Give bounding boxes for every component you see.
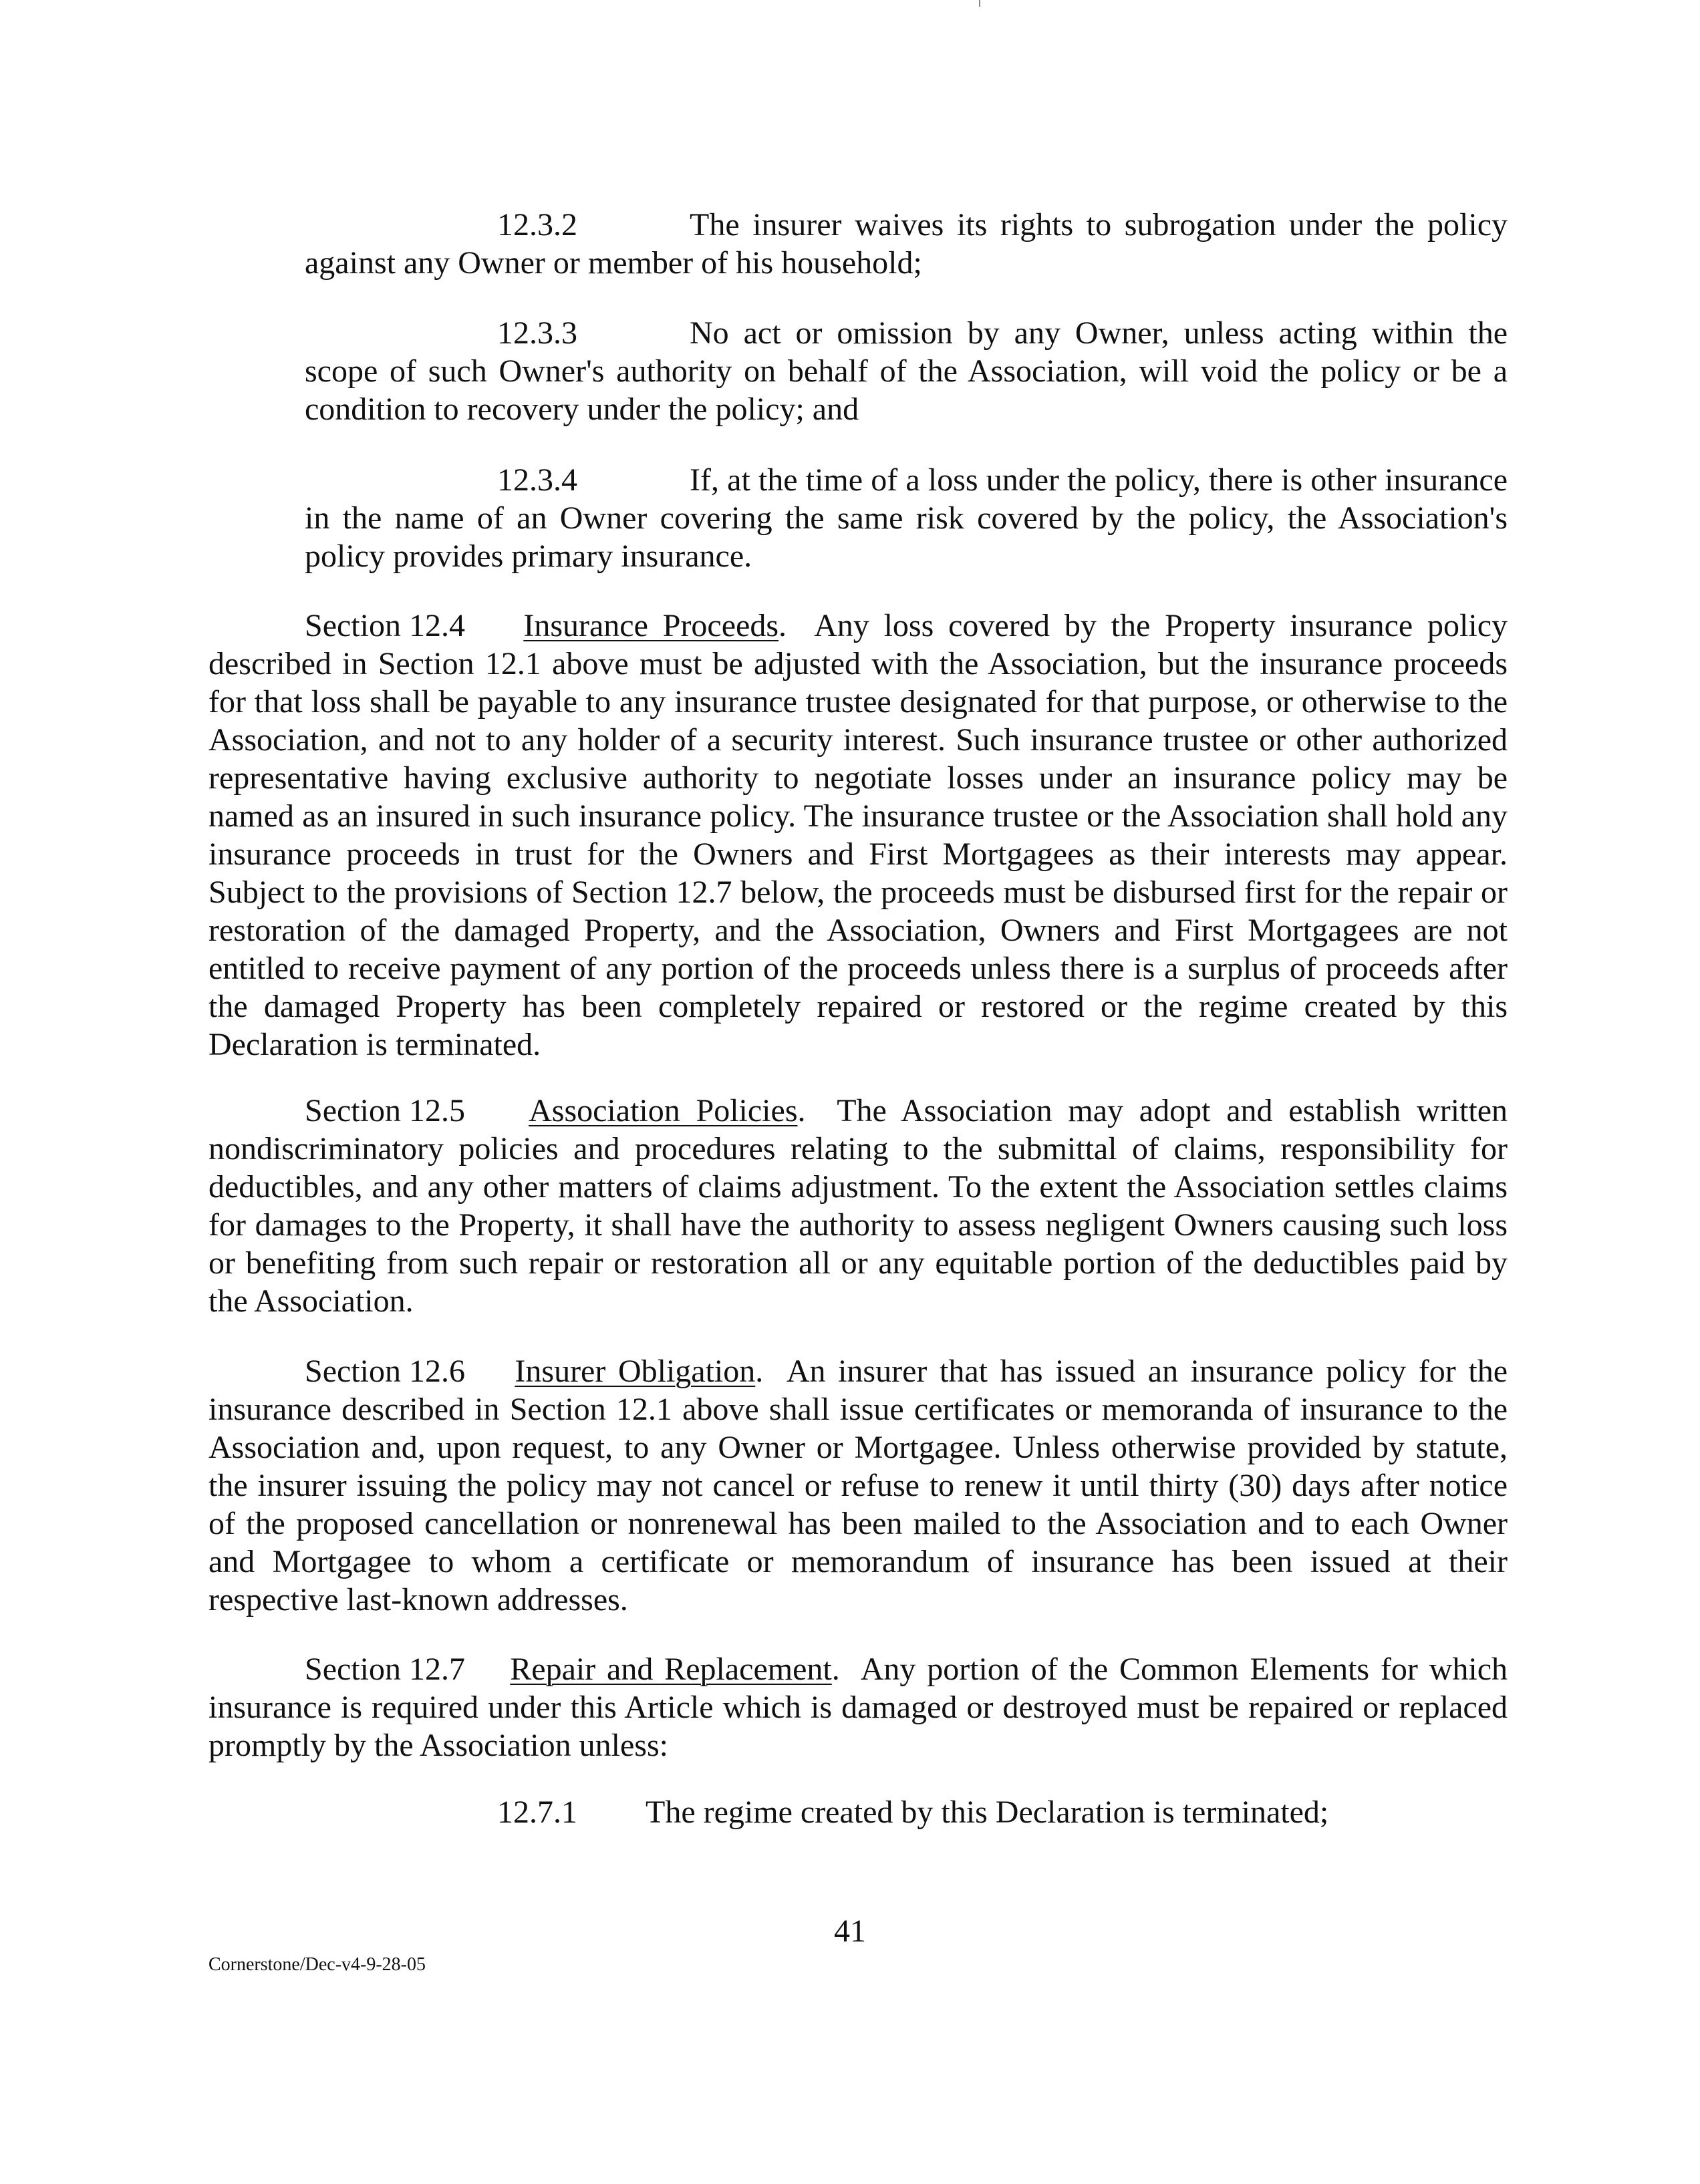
paragraph-12-3-2 xyxy=(305,206,1508,282)
section-text: Any loss covered by the Property insurance policy described in Section 12.1 above must be adjusted with the Association, but the insurance proceeds for that loss shall be payable to any insurance trustee designated for that purpose, or otherwise to the Association, and not to any holder of a security interest. Such insurance trustee or other authorized representative having exclusive authority to negotiate losses under an insurance policy may be named as an insured in such insurance policy. The insurance trustee or the Association shall hold any insurance proceeds in trust for the Owners and First Mortgagees as their interests may appear. Subject to the provisions of Section 12.7 below, the proceeds must be disbursed first for the repair or restoration of the damaged Property, and the Association, Owners and First Mortgagees are not entitled to receive payment of any portion of the proceeds unless there is a surplus of proceeds after the damaged Property has been completely repaired or restored or the regime created by this Declaration is terminated. xyxy=(208,608,1508,1062)
section-text: The Association may adopt and establish written nondiscriminatory policies and procedures relating to the submittal of claims, responsibility for deductibles, and any other matters of claims adjustment. To the extent the Association settles claims for damages to the Property, it shall have the authority to assess negligent Owners causing such loss or benefiting from such repair or restoration all or any equitable portion of the deductibles paid by the Association. xyxy=(208,1093,1508,1319)
paragraph-12-3-3 xyxy=(305,314,1508,428)
section-heading: Insurer Obligation xyxy=(515,1354,756,1389)
section-12-6: Section 12.6 Insurer Obligation. An insurer that has issued an insurance policy for the insurance described in Section 12.1 above shall issue certificates or memoranda of insurance to the Association and, upon request, to any Owner or Mortgagee. Unless otherwise provided by statute, the insurer issuing the policy may not cancel or refuse to renew it until thirty (30) days after notice of the proposed cancellation or nonrenewal has been mailed to the Association and to each Owner and Mortgagee to whom a certificate or memorandum of insurance has been issued at their respective last-known addresses. xyxy=(208,1354,1508,1617)
section-heading: Insurance Proceeds xyxy=(523,608,779,643)
paragraph-number: 12.3.2 xyxy=(497,207,577,243)
paragraph-text: The regime created by this Declaration is terminated; xyxy=(646,1795,1329,1830)
section-12-4: Section 12.4 Insurance Proceeds. Any loss covered by the Property insurance policy described in Section 12.1 above must be adjusted with the Association, but the insurance proceeds for that loss shall be payable to any insurance trustee designated for that purpose, or otherwise to the Association, and not to any holder of a security interest. Such insurance trustee or other authorized representative having exclusive authority to negotiate losses under an insurance policy may be named as an insured in such insurance policy. The insurance trustee or the Association shall hold any insurance proceeds in trust for the Owners and First Mortgagees as their interests may appear. Subject to the provisions of Section 12.7 below, the proceeds must be disbursed first for the repair or restoration of the damaged Property, and the Association, Owners and First Mortgagees are not entitled to receive payment of any portion of the proceeds unless there is a surplus of proceeds after the damaged Property has been completely repaired or restored or the regime created by this Declaration is terminated. xyxy=(208,608,1508,1062)
section-text: An insurer that has issued an insurance policy for the insurance described in Section 12.1 above shall issue certificates or memoranda of insurance to the Association and, upon request, to any Owner or Mortgagee. Unless otherwise provided by statute, the insurer issuing the policy may not cancel or refuse to renew it until thirty (30) days after notice of the proposed cancellation or nonrenewal has been mailed to the Association and to each Owner and Mortgagee to whom a certificate or memorandum of insurance has been issued at their respective last-known addresses. xyxy=(208,1354,1508,1617)
section-label: Section 12.5 xyxy=(305,1093,465,1128)
section-label: Section 12.4 xyxy=(305,608,465,643)
paragraph-text: The insurer waives its rights to subrogation under the policy against any Owner or member of his household; xyxy=(305,207,1508,281)
section-label: Section 12.6 xyxy=(305,1354,465,1389)
paragraph-number: 12.3.3 xyxy=(497,315,577,351)
paragraph-number: 12.7.1 xyxy=(497,1795,577,1830)
paragraph-12-3-4 xyxy=(305,461,1508,575)
scan-mark xyxy=(979,0,980,7)
section-label: Section 12.7 xyxy=(305,1652,465,1687)
page-number: 41 xyxy=(834,1913,866,1949)
section-text: Any portion of the Common Elements for which insurance is required under this Article which is damaged or destroyed must be repaired or replaced promptly by the Association unless: xyxy=(208,1652,1508,1763)
section-heading: Association Policies xyxy=(529,1093,798,1128)
paragraph-text: If, at the time of a loss under the policy, there is other insurance in the name of an Owner covering the same risk covered by the policy, the Association's policy provides primary insurance. xyxy=(305,462,1508,574)
paragraph-number: 12.3.4 xyxy=(497,462,577,498)
section-12-7: Section 12.7 Repair and Replacement. Any portion of the Common Elements for which insurance is required under this Article which is damaged or destroyed must be repaired or replaced promptly by the Association unless: xyxy=(208,1652,1508,1763)
footer-document-id: Cornerstone/Dec-v4-9-28-05 xyxy=(208,1954,426,1975)
section-12-5: Section 12.5 Association Policies. The Association may adopt and establish written nondiscriminatory policies and procedures relating to the submittal of claims, responsibility for deductibles, and any other matters of claims adjustment. To the extent the Association settles claims for damages to the Property, it shall have the authority to assess negligent Owners causing such loss or benefiting from such repair or restoration all or any equitable portion of the deductibles paid by the Association. xyxy=(208,1093,1508,1319)
paragraph-text: No act or omission by any Owner, unless acting within the scope of such Owner's authority on behalf of the Association, will void the policy or be a condition to recovery under the policy; and xyxy=(305,315,1508,427)
section-heading: Repair and Replacement xyxy=(510,1652,832,1687)
paragraph-12-7-1 xyxy=(497,1793,1328,1831)
